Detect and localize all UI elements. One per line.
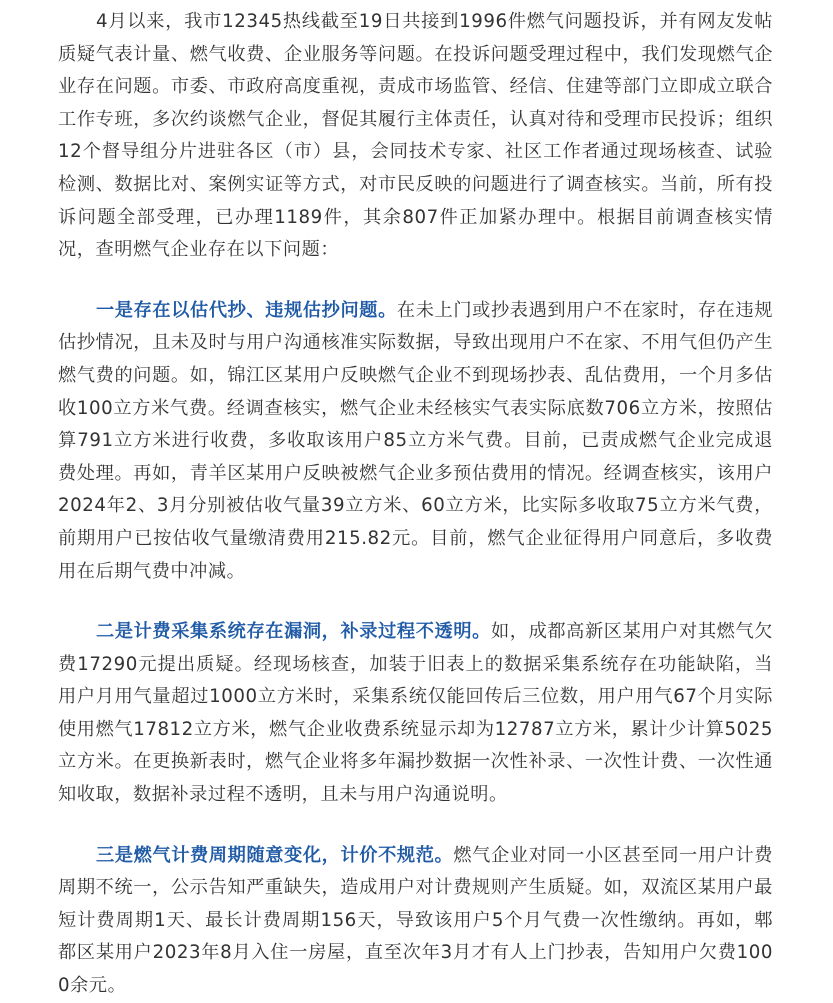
issue-3-heading: 三是燃气计费周期随意变化，计价不规范。: [96, 844, 454, 866]
issue-2-heading: 二是计费采集系统存在漏洞，补录过程不透明。: [96, 621, 491, 643]
issue-3-text: 燃气企业对同一小区甚至同一用户计费周期不统一，公示告知严重缺失，造成用户对计费规则产生质疑。如，双流区某用户最短计费周期1天、最长计费周期156天，导致该用户5个月气费一次性缴纳。再如，郫都区某用户2023年8月入住一房屋，直至次年3月才有人上门抄表，告知用户欠费1000余元。: [58, 844, 773, 997]
issue-paragraph-2: [0, 616, 833, 812]
issue-paragraph-3: [0, 840, 833, 1003]
intro-paragraph: [0, 6, 833, 267]
issue-1-heading: 一是存在以估代抄、违规估抄问题。: [96, 299, 397, 321]
intro-paragraph-text: 4月以来，我市12345热线截至19日共接到1996件燃气问题投诉，并有网友发帖质疑气表计量、燃气收费、企业服务等问题。在投诉问题受理过程中，我们发现燃气企业存在问题。市委、市政府高度重视，责成市场监管、经信、住建等部门立即成立联合工作专班，多次约谈燃气企业，督促其履行主体责任，认真对待和受理市民投诉；组织12个督导组分片进驻各区（市）县，会同技术专家、社区工作者通过现场核查、试验检测、数据比对、案例实证等方式，对市民反映的问题进行了调查核实。当前，所有投诉问题全部受理，已办理1189件，其余807件正加紧办理中。根据目前调查核实情况，查明燃气企业存在以下问题：: [58, 11, 773, 261]
issue-paragraph-1: [0, 295, 833, 588]
issue-2-text: 如，成都高新区某用户对其燃气欠费17290元提出质疑。经现场核查，加装于旧表上的数据采集系统存在功能缺陷，当用户月用气量超过1000立方米时，采集系统仅能回传后三位数，用户用气67个月实际使用燃气17812立方米，燃气企业收费系统显示却为12787立方米，累计少计算5025立方米。在更换新表时，燃气企业将多年漏抄数据一次性补录、一次性计费、一次性通知收取，数据补录过程不透明，且未与用户沟通说明。: [58, 621, 773, 806]
issue-1-text: 在未上门或抄表遇到用户不在家时，存在违规估抄情况，且未及时与用户沟通核准实际数据，导致出现用户不在家、不用气但仍产生燃气费的问题。如，锦江区某用户反映燃气企业不到现场抄表、乱估费用，一个月多估收100立方米气费。经调查核实，燃气企业未经核实气表实际底数706立方米，按照估算791立方米进行收费，多收取该用户85立方米气费。目前，已责成燃气企业完成退费处理。再如，青羊区某用户反映被燃气企业多预估费用的情况。经调查核实，该用户2024年2、3月分别被估收气量39立方米、60立方米，比实际多收取75立方米气费，前期用户已按估收气量缴清费用215.82元。目前，燃气企业征得用户同意后，多收费用在后期气费中冲减。: [58, 299, 773, 582]
